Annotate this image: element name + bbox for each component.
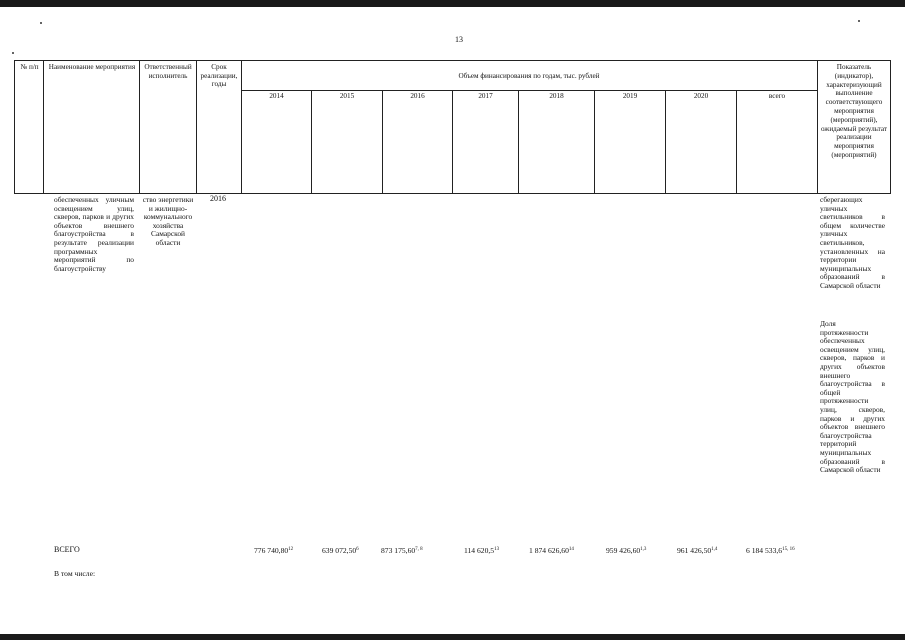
total-2015: 639 072,50$^6$ xyxy=(322,546,359,555)
year-2017: 2017 xyxy=(478,92,493,100)
including-label: В том числе: xyxy=(54,569,96,578)
header-num: № п/п xyxy=(20,63,39,71)
total-2019: 959 426,60$^{1,3}$ xyxy=(606,546,647,555)
row-executor: ство энергетики и жилищно-коммунального хозяйства Самарской области xyxy=(142,195,194,247)
total-2014: 776 740,80$^{12}$ xyxy=(254,546,294,555)
header-executor: Ответственный исполнитель xyxy=(144,63,192,80)
header-funding: Объем финансирования по годам, тыс. рублей xyxy=(458,72,600,80)
row-term: 2016 xyxy=(210,194,226,203)
scan-speck xyxy=(858,20,860,22)
year-total: всего xyxy=(768,92,786,100)
year-2020: 2020 xyxy=(693,92,709,100)
row-indicator-2: Доля протяженности обеспеченных освещением улиц, скверов, парков и других объектов внешнего благоустройства в общей протяженности улиц, скверов, парков и других объектов внешнего благоустройства территорий муниципальных образований в Самарской области xyxy=(820,319,885,475)
total-2018: 1 874 626,60$^{14}$ xyxy=(529,546,574,555)
scan-speck xyxy=(12,52,14,54)
scan-bottom-edge xyxy=(0,634,905,640)
total-2017: 114 620,5$^{13}$ xyxy=(464,546,500,555)
row-name: обеспеченных уличным освещением улиц, скверов, парков и других объектов внешнего благоустройства в результате реализации программных мероприятий по благоустройству xyxy=(54,195,134,273)
year-2016: 2016 xyxy=(410,92,425,100)
total-2020: 961 426,50$^{1,4}$ xyxy=(677,546,718,555)
scan-top-edge xyxy=(0,0,905,7)
year-2014: 2014 xyxy=(269,92,284,100)
header-indicator: Показатель (индикатор), характеризующий выполнение соответствующего мероприятия (мероприятий), ожидаемый результат реализации мероприятия (мероприятий) xyxy=(820,63,888,159)
total-all: 6 184 533,6$^{15, 16}$ xyxy=(746,546,795,555)
header-name: Наименование мероприятия xyxy=(48,63,136,71)
scan-speck xyxy=(40,22,42,24)
funding-table-header xyxy=(14,60,891,194)
year-2015: 2015 xyxy=(339,92,355,100)
year-2018: 2018 xyxy=(549,92,564,100)
total-2016: 873 175,60$^{7, 8}$ xyxy=(381,546,423,555)
page-number: 13 xyxy=(455,35,463,44)
header-term: Срок реализации, годы xyxy=(200,63,238,89)
row-indicator-1: сберегающих уличных светильников в общем количестве уличных светильников, установленных на территории муниципальных образований в Самарской области xyxy=(820,195,885,290)
year-2019: 2019 xyxy=(622,92,638,100)
total-label: ВСЕГО xyxy=(54,545,80,554)
